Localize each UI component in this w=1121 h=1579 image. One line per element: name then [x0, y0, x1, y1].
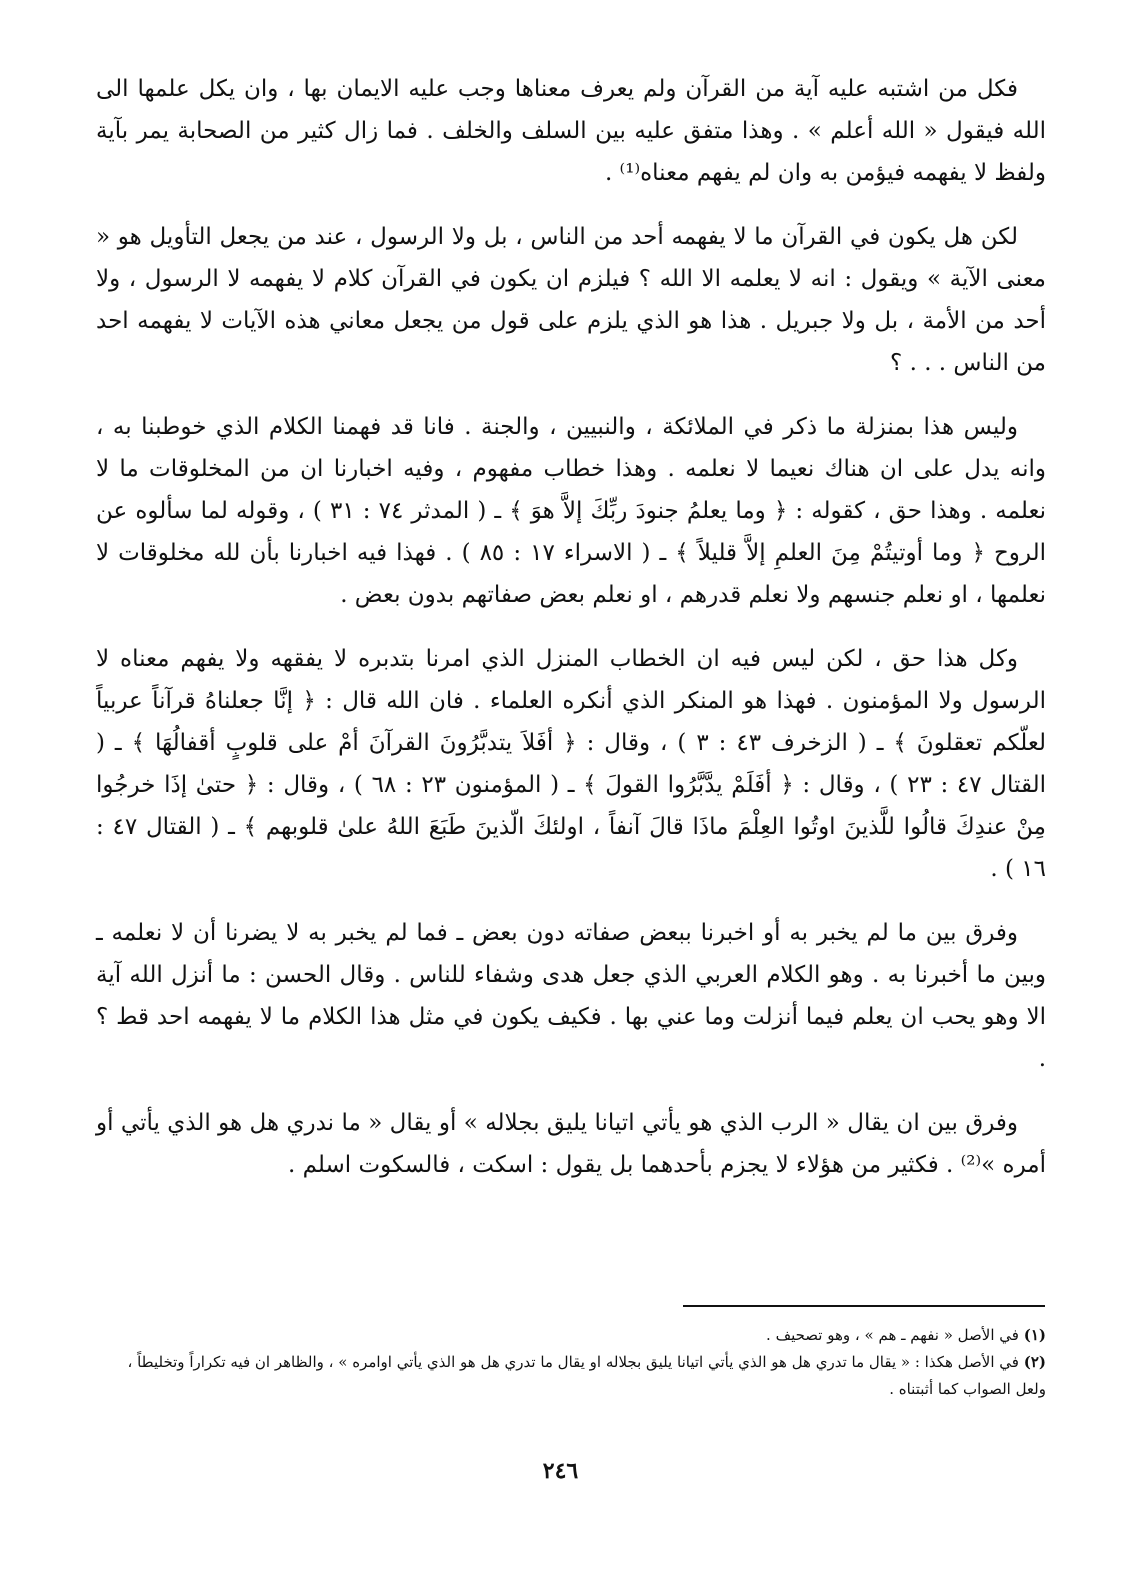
paragraph-2: لكن هل يكون في القرآن ما لا يفهمه أحد من الناس ، بل ولا الرسول ، عند من يجعل التأويل هو « معنى الآية » ويقول : انه لا يعلمه الا الله ؟ فيلزم ان يكون في القرآن كلام لا يفهمه لا الرسول ، ولا أحد من الأمة ، بل ولا جبريل . هذا هو الذي يلزم على قول من يجعل معاني هذه الآيات لا يفهمه احد من الناس . . . ؟	[96, 224, 1046, 376]
footnote-2	[96, 1349, 1046, 1403]
footnote-2-number: (٢)	[1023, 1353, 1046, 1371]
paragraph-5: وفرق بين ما لم يخبر به أو اخبرنا ببعض صفاته دون بعض ـ فما لم يخبر به لا يضرنا أن لا نعلمه ـ وبين ما أخبرنا به . وهو الكلام العربي الذي جعل هدى وشفاء للناس . وقال الحسن : ما أنزل الله آية الا وهو يحب ان يعلم فيما أنزلت وما عني بها . فكيف يكون في مثل هذا الكلام ما لا يفهمه احد قط ؟ .	[96, 920, 1046, 1072]
footnote-divider	[683, 1305, 1045, 1307]
footnote-1-number: (١)	[1023, 1326, 1046, 1344]
paragraph-6: وفرق بين ان يقال « الرب الذي هو يأتي اتيانا يليق بجلاله » أو يقال « ما ندري هل هو الذي يأتي أو أمره »⁽²⁾ . فكثير من هؤلاء لا يجزم بأحدهما بل يقول : اسكت ، فالسكوت اسلم .	[96, 1110, 1046, 1178]
paragraph-1: فكل من اشتبه عليه آية من القرآن ولم يعرف معناها وجب عليه الايمان بها ، وان يكل علمها الى الله فيقول « الله أعلم » . وهذا متفق عليه بين السلف والخلف . فما زال كثير من الصحابة يمر بآية ولفظ لا يفهمه فيؤمن به وان لم يفهم معناه⁽¹⁾ .	[96, 76, 1046, 186]
footnote-1-text: في الأصل « نفهم ـ هم » ، وهو تصحيف .	[766, 1326, 1019, 1344]
page-number: ٢٤٦	[542, 1458, 579, 1484]
paragraph-3: وليس هذا بمنزلة ما ذكر في الملائكة ، والنبيين ، والجنة . فانا قد فهمنا الكلام الذي خوطبنا به ، وانه يدل على ان هناك نعيما لا نعلمه . وهذا خطاب مفهوم ، وفيه اخبارنا ان من المخلوقات ما لا نعلمه . وهذا حق ، كقوله : ﴿ وما يعلمُ جنودَ ربِّكَ إلاَّ هوَ ﴾ ـ ( المدثر ٧٤ : ٣١ ) ، وقوله لما سألوه عن الروح ﴿ وما أوتيتُمْ مِنَ العلمِ إلاَّ قليلاً ﴾ ـ ( الاسراء ١٧ : ٨٥ ) . فهذا فيه اخبارنا بأن لله مخلوقات لا نعلمها ، او نعلم جنسهم ولا نعلم قدرهم ، او نعلم بعض صفاتهم بدون بعض .	[96, 414, 1047, 608]
main-text	[96, 68, 1046, 1186]
footnotes	[96, 1322, 1046, 1403]
footnote-1	[96, 1322, 1046, 1349]
paragraph-4: وكل هذا حق ، لكن ليس فيه ان الخطاب المنزل الذي امرنا بتدبره لا يفقهه ولا يفهم معناه لا الرسول ولا المؤمنون . فهذا هو المنكر الذي أنكره العلماء . فان الله قال : ﴿ إنَّا جعلناهُ قرآناً عربياً لعلّكم تعقلونَ ﴾ ـ ( الزخرف ٤٣ : ٣ ) ، وقال : ﴿ أفَلاَ يتدبَّرُونَ القرآنَ أمْ على قلوبٍ أقفالُهَا ﴾ ـ ( القتال ٤٧ : ٢٣ ) ، وقال : ﴿ أفَلَمْ يدَّبَّرُوا القولَ ﴾ ـ ( المؤمنون ٢٣ : ٦٨ ) ، وقال : ﴿ حتىٰ إذَا خرجُوا مِنْ عندِكَ قالُوا للَّذينَ اوتُوا العِلْمَ ماذَا قالَ آنفاً ، اولئكَ الّذينَ طَبَعَ اللهُ علىٰ قلوبهم ﴾ ـ ( القتال ٤٧ : ١٦ ) .	[96, 646, 1046, 882]
footnote-2-text: في الأصل هكذا : « يقال ما تدري هل هو الذي يأتي اتيانا يليق بجلاله او يقال ما تدري هل هو الذي يأتي اوامره » ، والظاهر ان فيه تكراراً وتخليطاً ، ولعل الصواب كما أثبتناه .	[127, 1353, 1046, 1398]
